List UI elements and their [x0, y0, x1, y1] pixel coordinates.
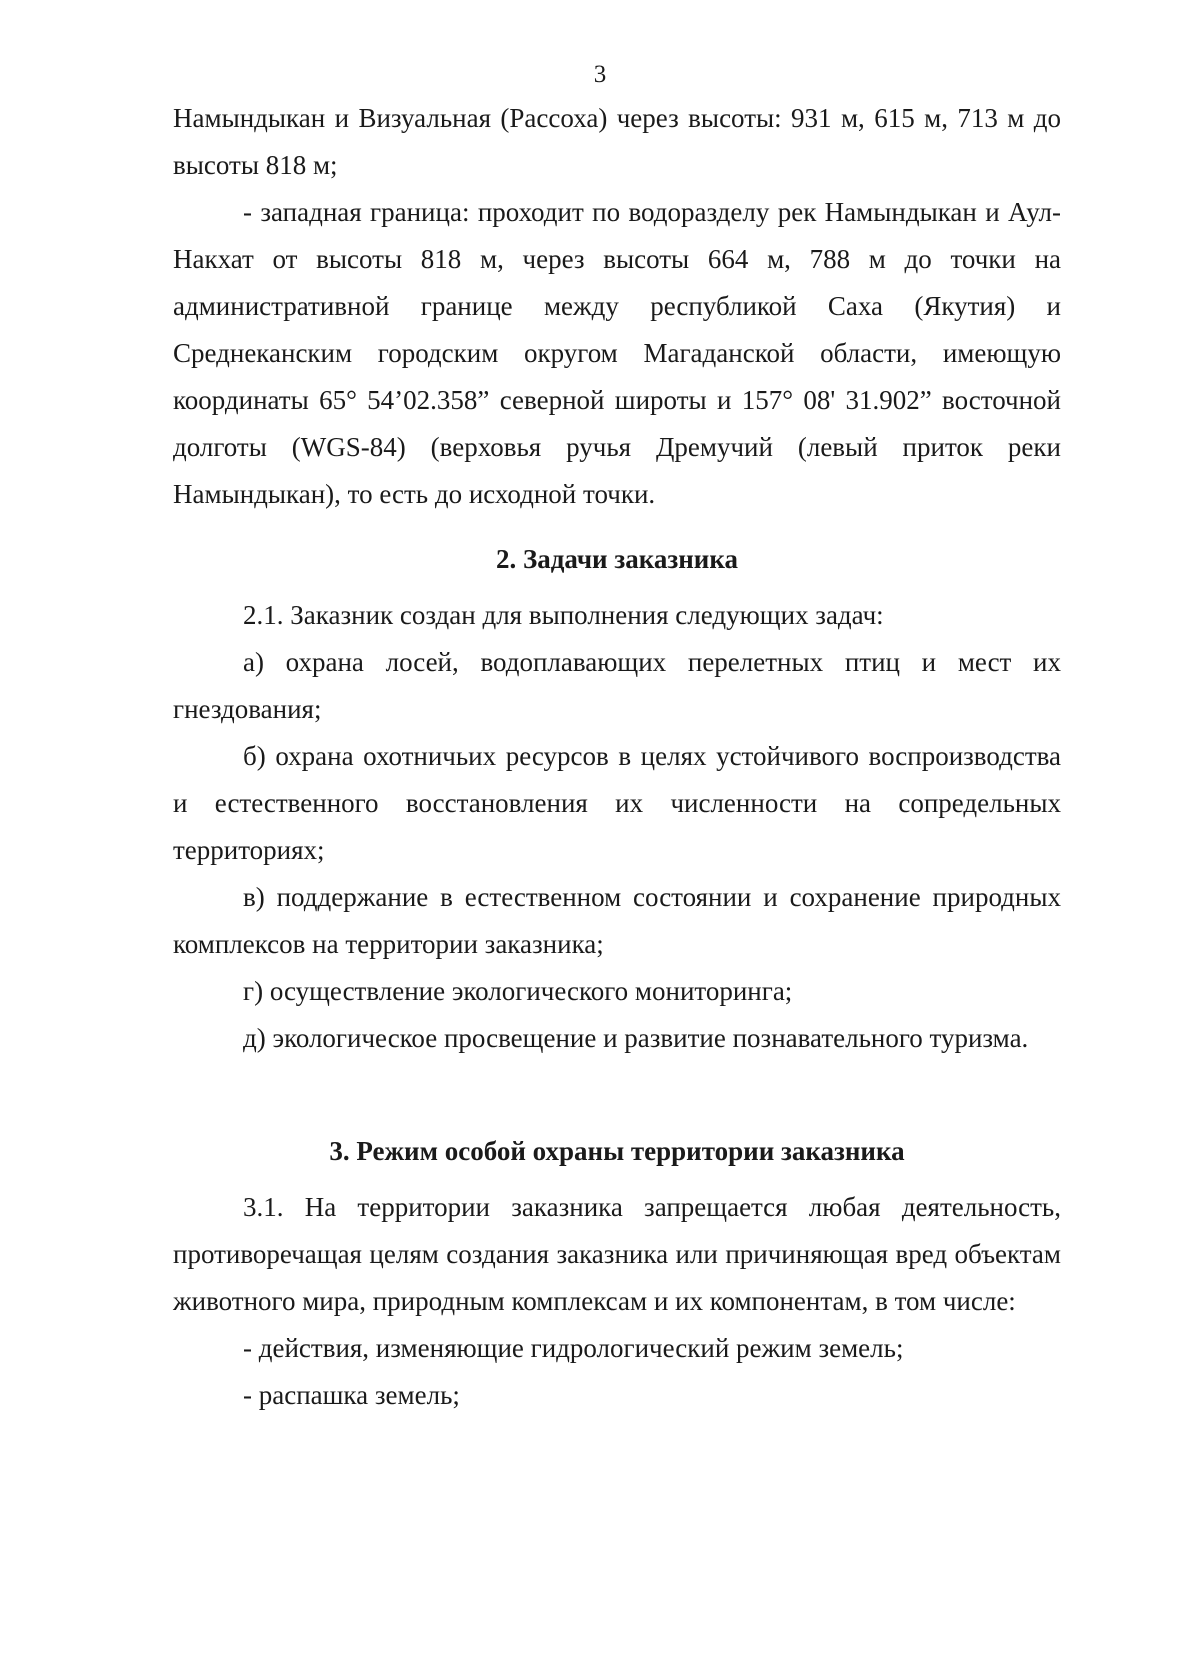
task-item-g: г) осуществление экологического мониторинга;: [243, 976, 793, 1006]
boundary-description: [173, 95, 1061, 518]
task-item-b: б) охрана охотничьих ресурсов в целях устойчивого воспроизводства и естественного восстановления их численности на сопредельных территориях;: [173, 741, 1061, 865]
section-3-paragraph-1: 3.1. На территории заказника запрещается любая деятельность, противоречащая целям создания заказника или причиняющая вред объектам животного мира, природным комплексам и их компонентам, в том числе:: [173, 1192, 1061, 1316]
section-2: [173, 536, 1061, 583]
task-item-a: а) охрана лосей, водоплавающих перелетных птиц и мест их гнездования;: [173, 647, 1061, 724]
section-2-heading: 2. Задачи заказника: [496, 544, 738, 574]
page-number: 3: [593, 61, 607, 88]
section-2-intro: 2.1. Заказник создан для выполнения следующих задач:: [243, 600, 884, 630]
paragraph-boundary-continuation: Намындыкан и Визуальная (Рассоха) через высоты: 931 м, 615 м, 713 м до высоты 818 м;: [173, 103, 1061, 180]
section-3-heading: 3. Режим особой охраны территории заказника: [329, 1136, 905, 1166]
task-item-v: в) поддержание в естественном состоянии и сохранение природных комплексов на территории заказника;: [173, 882, 1061, 959]
section-3-content: [173, 1184, 1061, 1419]
prohibition-item-1: - действия, изменяющие гидрологический режим земель;: [243, 1333, 904, 1363]
task-item-d: д) экологическое просвещение и развитие познавательного туризма.: [243, 1023, 1029, 1053]
paragraph-western-boundary: - западная граница: проходит по водоразделу рек Намындыкан и Аул-Накхат от высоты 818 м, через высоты 664 м, 788 м до точки на административной границе между республикой Саха (Якутия) и Среднеканским городским округом Магаданской области, имеющую координаты 65° 54’02.358” северной широты и 157° 08' 31.902” восточной долготы (WGS-84) (верховья ручья Дремучий (левый приток реки Намындыкан), то есть до исходной точки.: [173, 197, 1061, 509]
section-3: [173, 1128, 1061, 1175]
section-2-content: [173, 592, 1061, 1062]
prohibition-item-2: - распашка земель;: [243, 1380, 460, 1410]
